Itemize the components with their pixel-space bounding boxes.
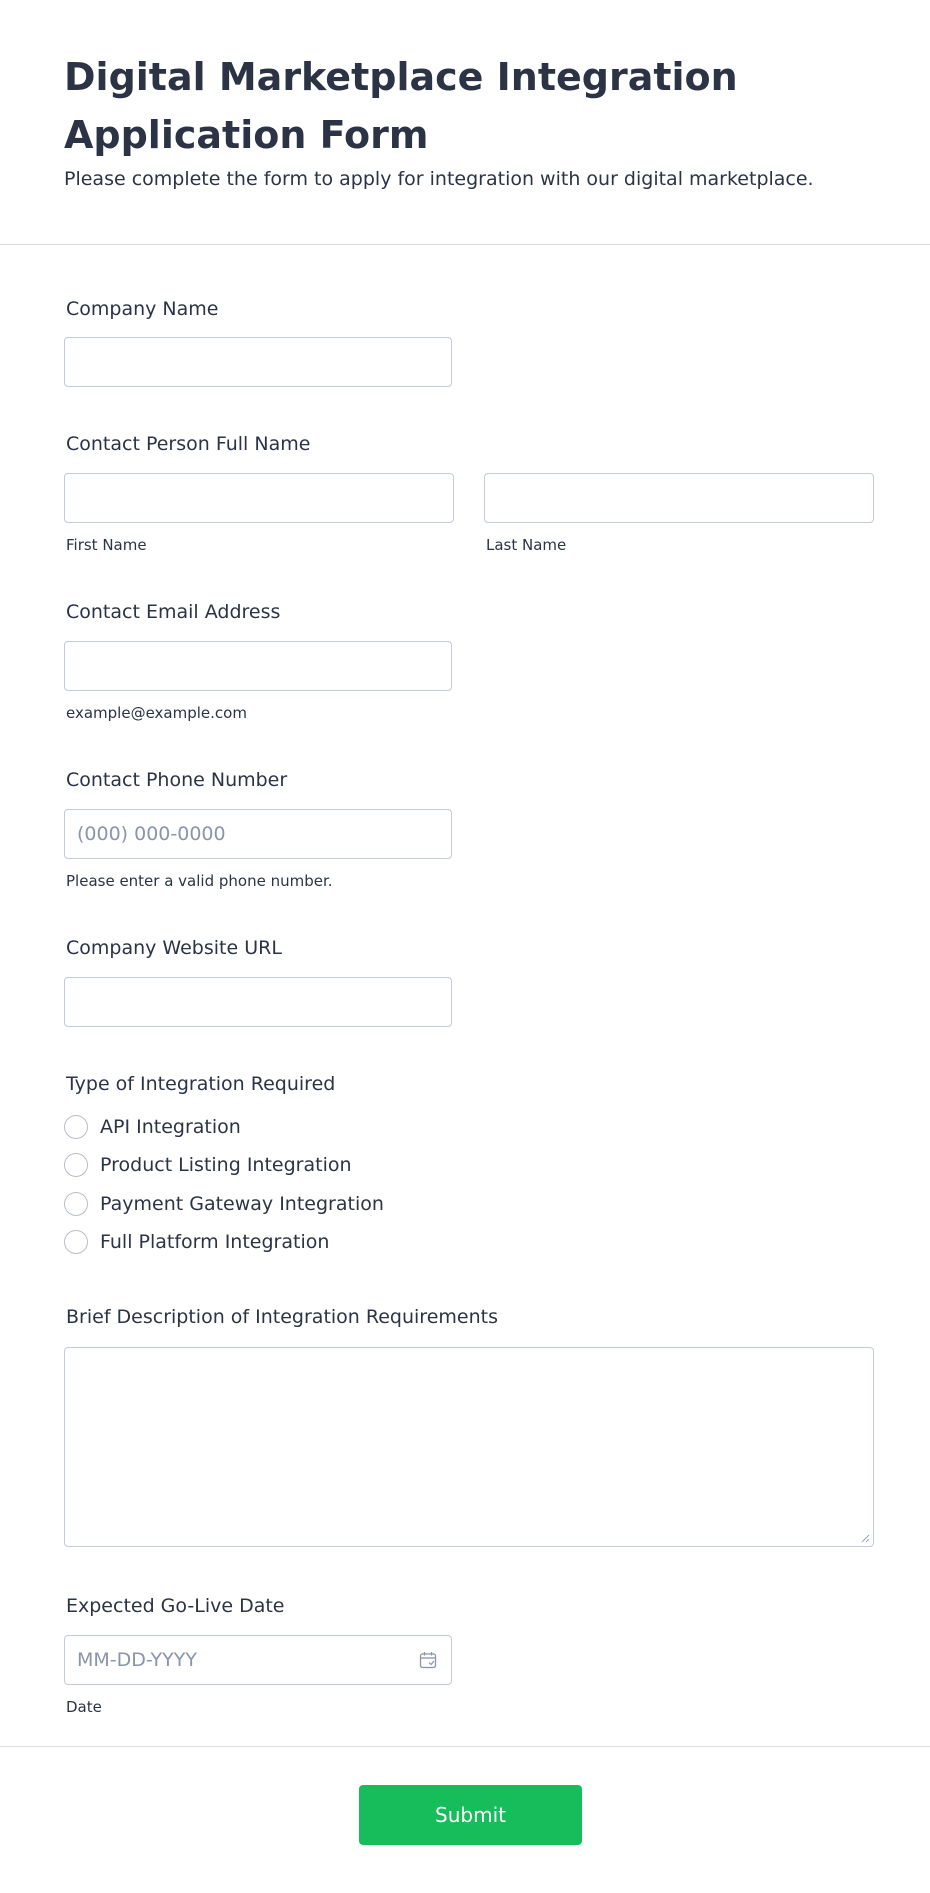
email-label: Contact Email Address [66, 601, 281, 623]
website-label: Company Website URL [66, 937, 282, 959]
email-sublabel: example@example.com [66, 704, 247, 722]
submit-button[interactable]: Submit [359, 1785, 582, 1845]
phone-label: Contact Phone Number [66, 769, 288, 791]
radio-label: Product Listing Integration [100, 1154, 352, 1176]
form-footer [0, 1746, 930, 1893]
radio-button[interactable] [64, 1153, 88, 1177]
radio-label: API Integration [100, 1116, 241, 1138]
radio-label: Payment Gateway Integration [100, 1193, 384, 1215]
radio-button[interactable] [64, 1230, 88, 1254]
phone-input[interactable] [64, 809, 452, 859]
date-field[interactable] [64, 1635, 452, 1685]
page-subtitle: Please complete the form to apply for integration with our digital marketplace. [64, 168, 814, 190]
radio-button[interactable] [64, 1192, 88, 1216]
first-name-input[interactable] [64, 473, 454, 523]
email-input[interactable] [64, 641, 452, 691]
phone-sublabel: Please enter a valid phone number. [66, 872, 333, 890]
calendar-icon[interactable] [418, 1650, 438, 1670]
website-input[interactable] [64, 977, 452, 1027]
radio-button[interactable] [64, 1115, 88, 1139]
radio-option-api[interactable] [64, 1113, 241, 1141]
description-label: Brief Description of Integration Requirements [66, 1306, 498, 1328]
page-title: Digital Marketplace Integration Application Form [64, 55, 738, 157]
contact-name-label: Contact Person Full Name [66, 433, 311, 455]
radio-option-full-platform[interactable] [64, 1228, 329, 1256]
integration-type-label: Type of Integration Required [66, 1073, 336, 1095]
last-name-sublabel: Last Name [486, 536, 567, 554]
radio-option-payment-gateway[interactable] [64, 1190, 384, 1218]
go-live-label: Expected Go-Live Date [66, 1595, 285, 1617]
first-name-sublabel: First Name [66, 536, 147, 554]
company-name-input[interactable] [64, 337, 452, 387]
description-textarea[interactable] [64, 1347, 874, 1547]
form-header [0, 0, 930, 245]
radio-label: Full Platform Integration [100, 1231, 330, 1253]
resize-handle-icon[interactable] [861, 1534, 870, 1543]
radio-option-product-listing[interactable] [64, 1151, 352, 1179]
date-sublabel: Date [66, 1698, 102, 1716]
last-name-input[interactable] [484, 473, 874, 523]
company-name-label: Company Name [66, 298, 219, 320]
date-input[interactable] [64, 1635, 452, 1685]
